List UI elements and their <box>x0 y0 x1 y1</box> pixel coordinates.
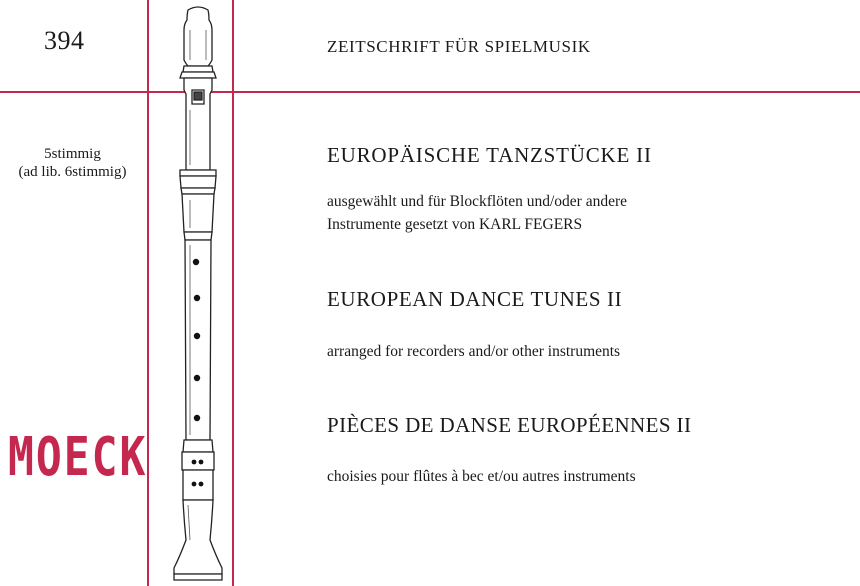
recorder-illustration <box>160 0 240 586</box>
voices-line-1: 5stimmig <box>44 146 101 162</box>
subtitle-german <box>327 190 627 236</box>
series-title: ZEITSCHRIFT FÜR SPIELMUSIK <box>327 37 591 56</box>
subtitle-french: choisies pour flûtes à bec et/ou autres instruments <box>327 468 636 485</box>
subtitle-german-line-2: Instrumente gesetzt von KARL FEGERS <box>327 216 583 233</box>
subtitle-english: arranged for recorders and/or other instruments <box>327 343 621 360</box>
title-french: PIÈCES DE DANSE EUROPÉENNES II <box>327 413 692 437</box>
vertical-rule-left <box>147 0 149 586</box>
voices-line-2: (ad lib. 6stimmig) <box>18 164 127 180</box>
subtitle-german-line-1: ausgewählt und für Blockflöten und/oder andere <box>327 193 628 210</box>
catalog-number: 394 <box>44 26 85 55</box>
voices-note <box>0 145 145 181</box>
horizontal-rule <box>0 91 860 93</box>
title-german: EUROPÄISCHE TANZSTÜCKE II <box>327 143 652 167</box>
publisher-logo: MOECK <box>8 426 148 489</box>
title-english: EUROPEAN DANCE TUNES II <box>327 287 623 311</box>
